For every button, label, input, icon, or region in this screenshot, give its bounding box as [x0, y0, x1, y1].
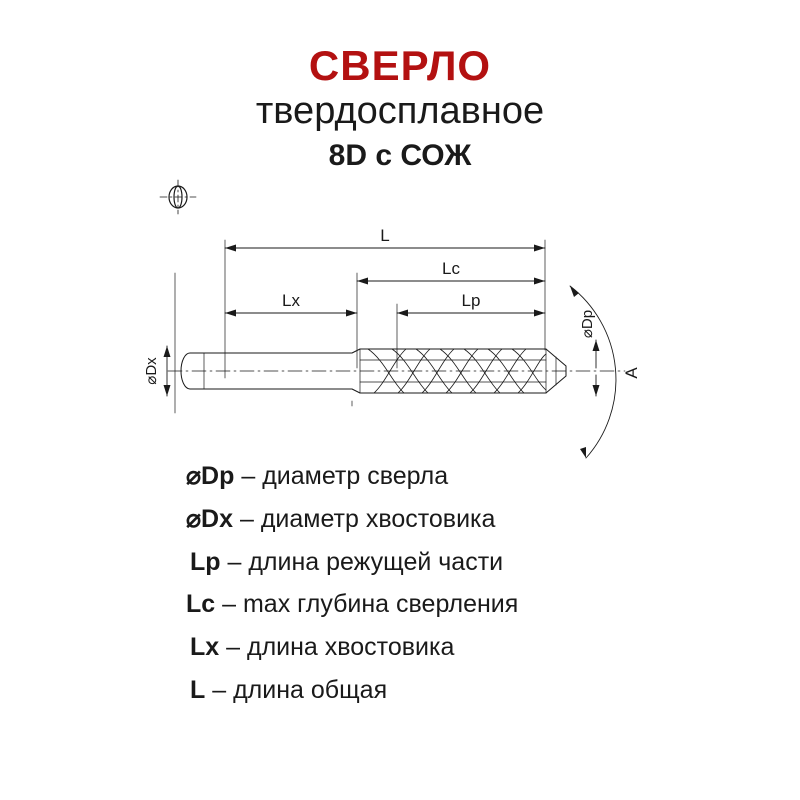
legend-symbol: Lc [186, 590, 216, 619]
legend-text: диаметр хвостовика [260, 504, 496, 533]
legend-dash: – [219, 633, 247, 661]
title-block [0, 44, 800, 174]
legend-dash: – [220, 547, 249, 576]
list-item [0, 633, 800, 662]
list-item [0, 548, 800, 577]
legend-text: диаметр сверла [262, 462, 449, 490]
svg-text:Lx: Lx [282, 291, 300, 310]
list-item [0, 590, 800, 619]
projection-symbol-icon [160, 180, 196, 214]
legend-dash: – [215, 590, 243, 619]
page-title: СВЕРЛО [308, 42, 492, 89]
dimension-Dx [143, 346, 171, 396]
list-item [0, 505, 800, 534]
legend-symbol: Lx [190, 633, 220, 661]
page-subtitle: твердосплавное [255, 90, 545, 133]
legend-text: длина режущей части [248, 547, 504, 576]
legend-list [0, 462, 800, 719]
dimension-Lc [357, 259, 545, 285]
legend-dash: – [234, 462, 263, 490]
legend-symbol: ⌀Dp [186, 462, 235, 490]
drill-diagram [0, 168, 800, 478]
legend-dash: – [233, 504, 261, 533]
dimension-L [225, 226, 545, 252]
page-subtitle-secondary: 8D с СОЖ [328, 138, 472, 172]
dimension-Lp [397, 291, 545, 317]
svg-text:⌀Dx: ⌀Dx [143, 357, 160, 385]
dimension-Dp [579, 310, 600, 396]
svg-text:Lc: Lc [442, 259, 460, 278]
svg-text:Lp: Lp [461, 291, 481, 310]
legend-text: длина общая [233, 675, 388, 704]
list-item [0, 676, 800, 705]
legend-text: длина хвостовика [246, 633, 455, 661]
list-item [0, 462, 800, 491]
legend-symbol: L [190, 675, 206, 704]
svg-text:A: A [622, 367, 641, 379]
legend-symbol: ⌀Dx [186, 504, 234, 533]
legend-symbol: Lp [190, 547, 221, 576]
legend-dash: – [205, 675, 234, 704]
legend-text: max глубина сверления [242, 590, 519, 619]
svg-text:L: L [380, 226, 390, 245]
svg-text:⌀Dp: ⌀Dp [579, 309, 596, 339]
dimension-Lx [225, 291, 357, 317]
